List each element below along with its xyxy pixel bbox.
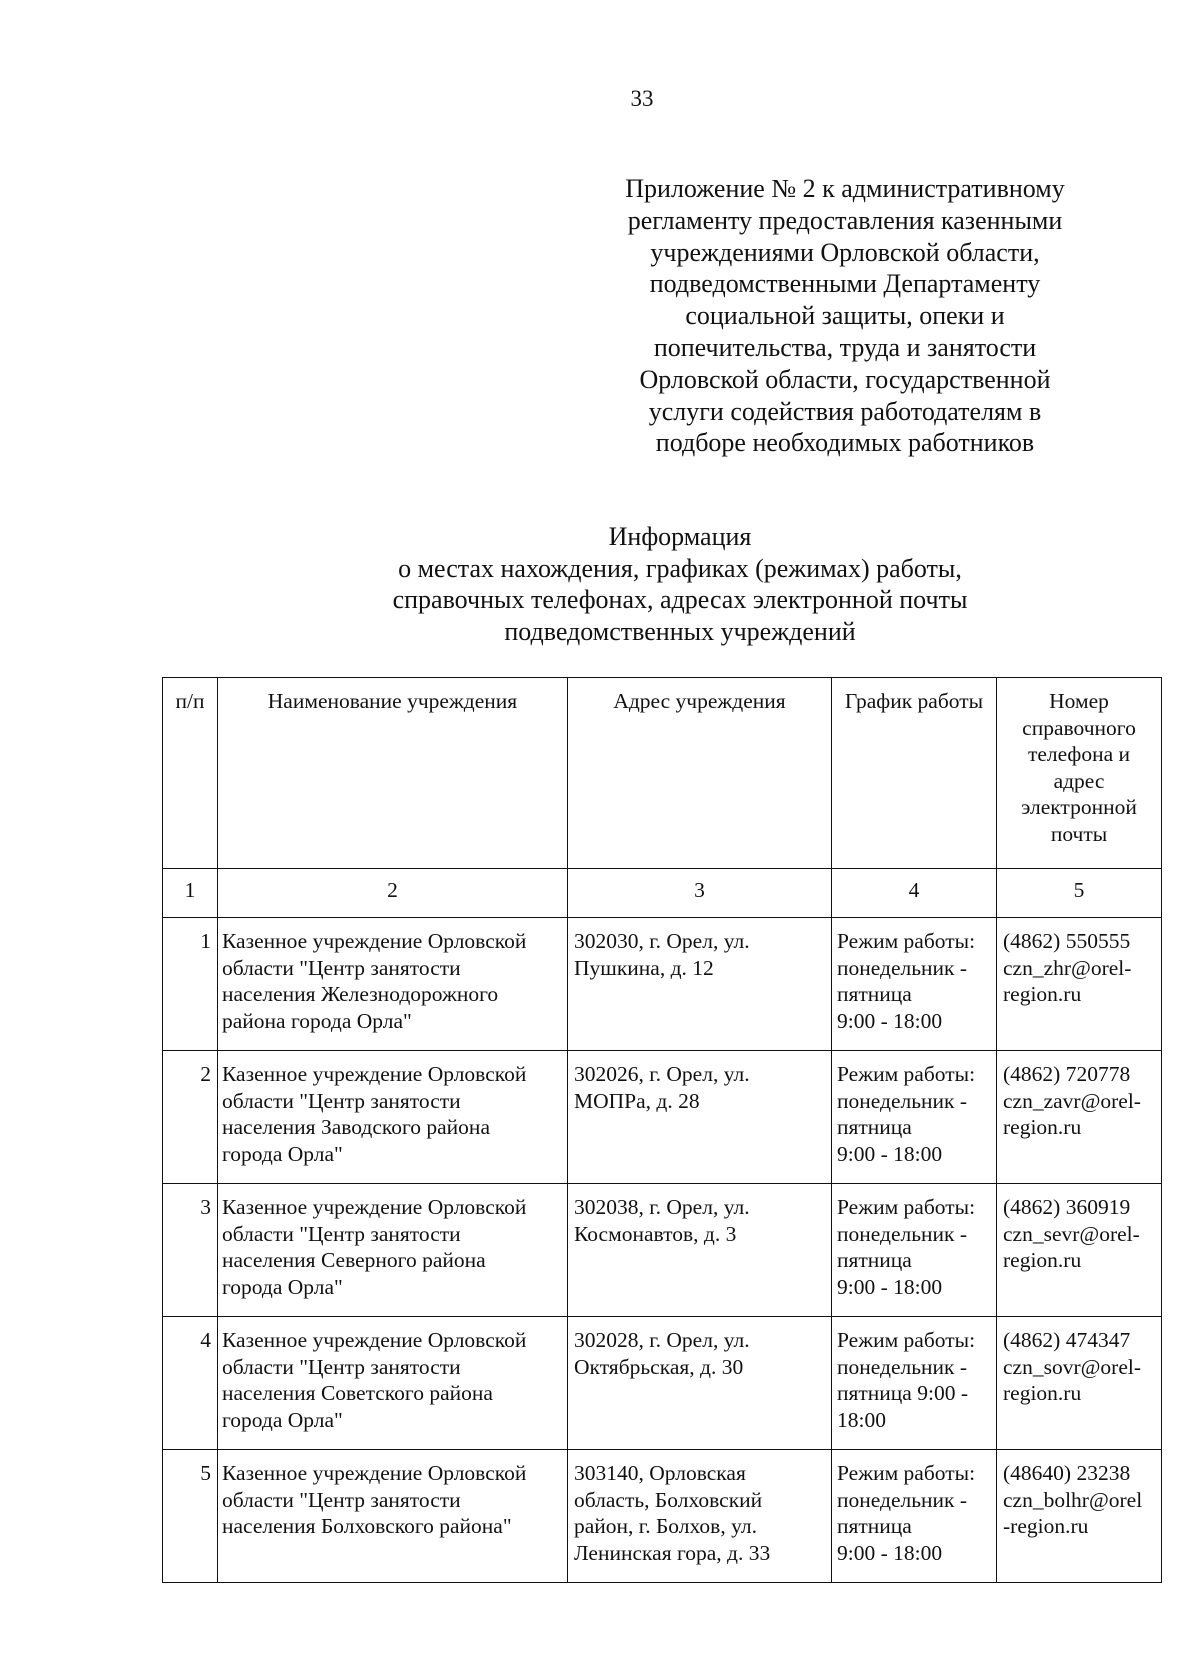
institution-name — [218, 1051, 568, 1184]
appendix-line: подведомственными Департаменту — [649, 269, 1041, 299]
contact-info-line: region.ru — [1003, 1381, 1082, 1405]
page-number: 33 — [630, 86, 654, 111]
institution-address-line: 302026, г. Орел, ул. — [574, 1062, 750, 1086]
row-number: 4 — [163, 1317, 218, 1450]
column-index: 2 — [218, 869, 568, 918]
title-line: справочных телефонах, адресах электронной почты — [392, 585, 968, 614]
column-index-row — [163, 869, 1162, 918]
table-body — [163, 918, 1162, 1583]
table-header-row — [163, 678, 1162, 869]
work-schedule-line: 9:00 - 18:00 — [837, 1274, 943, 1299]
institution-address-line: Ленинская гора, д. 33 — [574, 1540, 771, 1565]
header-num: п/п — [163, 678, 218, 869]
institution-address-line: Космонавтов, д. 3 — [574, 1221, 737, 1246]
institution-address — [568, 1051, 832, 1184]
contact-info-line: (4862) 720778 — [1003, 1062, 1131, 1086]
contact-info-line: czn_sovr@orel- — [1003, 1354, 1141, 1379]
table-row — [163, 1317, 1162, 1450]
work-schedule-line: понедельник - — [837, 1088, 968, 1113]
header-contact-line: электронной — [1021, 795, 1137, 819]
table-row — [163, 918, 1162, 1051]
contact-info-line: czn_zhr@orel- — [1003, 955, 1132, 980]
contact-info-line: (4862) 474347 — [1003, 1328, 1131, 1352]
header-contact-line: справочного — [1022, 715, 1136, 740]
contact-info-line: czn_zavr@orel- — [1003, 1088, 1141, 1113]
work-schedule-line: Режим работы: — [837, 1195, 976, 1219]
work-schedule-line: пятница 9:00 - — [837, 1381, 968, 1405]
institution-name — [218, 1184, 568, 1317]
table-row — [163, 1051, 1162, 1184]
column-index: 5 — [997, 869, 1162, 918]
work-schedule-line: 18:00 — [837, 1407, 886, 1432]
appendix-line: подборе необходимых работников — [655, 428, 1035, 458]
institution-address — [568, 1184, 832, 1317]
contact-info-line: (4862) 550555 — [1003, 929, 1131, 953]
appendix-line: учреждениями Орловской области, — [650, 237, 1040, 267]
institution-name — [218, 1450, 568, 1583]
contact-info-line: region.ru — [1003, 1115, 1082, 1139]
contact-info — [997, 1051, 1162, 1184]
table-row — [163, 1184, 1162, 1317]
contact-info-line: czn_sevr@orel- — [1003, 1221, 1140, 1246]
institution-name-line: Казенное учреждение Орловской — [222, 1062, 527, 1086]
header-contact-line: адрес — [1053, 768, 1105, 793]
institution-address-line: 302038, г. Орел, ул. — [574, 1195, 750, 1219]
title-line: о местах нахождения, графиках (режимах) работы, — [398, 553, 962, 583]
header-address: Адрес учреждения — [568, 678, 832, 869]
row-number: 3 — [163, 1184, 218, 1317]
institution-name-line: населения Болховского района" — [222, 1514, 512, 1538]
appendix-line: Приложение № 2 к административному — [625, 174, 1065, 203]
header-contact-line: Номер — [1049, 689, 1109, 713]
contact-info-line: (4862) 360919 — [1003, 1195, 1131, 1219]
work-schedule-line: понедельник - — [837, 1487, 968, 1512]
work-schedule-line: 9:00 - 18:00 — [837, 1540, 943, 1565]
institution-address — [568, 1317, 832, 1450]
work-schedule-line: пятница — [837, 982, 912, 1006]
institution-name-line: области "Центр занятости — [222, 1487, 461, 1512]
title-line: подведомственных учреждений — [504, 616, 856, 646]
institution-address — [568, 918, 832, 1051]
header-contact-line: телефона и — [1027, 742, 1131, 766]
appendix-line: Орловской области, государственной — [639, 364, 1051, 394]
header-contact-line: почты — [1050, 821, 1108, 846]
institution-name-line: Казенное учреждение Орловской — [222, 929, 527, 953]
contact-info-line: -region.ru — [1003, 1514, 1089, 1538]
contact-info — [997, 918, 1162, 1051]
work-schedule — [832, 918, 997, 1051]
institution-name-line: населения Заводского района — [222, 1115, 490, 1139]
institution-address-line: МОПРа, д. 28 — [574, 1088, 700, 1113]
contact-info — [997, 1317, 1162, 1450]
institution-name-line: Казенное учреждение Орловской — [222, 1195, 527, 1219]
column-index: 4 — [832, 869, 997, 918]
work-schedule — [832, 1051, 997, 1184]
title-line: Информация — [608, 522, 752, 551]
work-schedule-line: пятница — [837, 1248, 912, 1272]
column-index: 3 — [568, 869, 832, 918]
work-schedule-line: 9:00 - 18:00 — [837, 1008, 943, 1033]
appendix-line: услуги содействия работодателям в — [648, 396, 1042, 426]
header-contact — [997, 678, 1162, 869]
row-number: 2 — [163, 1051, 218, 1184]
header-schedule: График работы — [832, 678, 997, 869]
institution-name-line: Казенное учреждение Орловской — [222, 1461, 527, 1485]
work-schedule — [832, 1450, 997, 1583]
work-schedule-line: Режим работы: — [837, 929, 976, 953]
institution-address-line: Октябрьская, д. 30 — [574, 1354, 744, 1379]
institution-address-line: 302028, г. Орел, ул. — [574, 1328, 750, 1352]
contact-info-line: region.ru — [1003, 982, 1082, 1006]
work-schedule-line: пятница — [837, 1514, 912, 1538]
institution-name-line: области "Центр занятости — [222, 955, 461, 980]
institution-name-line: Казенное учреждение Орловской — [222, 1328, 527, 1352]
appendix-note — [605, 173, 1085, 459]
institution-address-line: 302030, г. Орел, ул. — [574, 929, 750, 953]
institution-name-line: области "Центр занятости — [222, 1088, 461, 1113]
work-schedule-line: пятница — [837, 1115, 912, 1139]
work-schedule — [832, 1184, 997, 1317]
work-schedule-line: 9:00 - 18:00 — [837, 1141, 943, 1166]
appendix-line: попечительства, труда и занятости — [653, 332, 1037, 362]
contact-info-line: region.ru — [1003, 1248, 1082, 1272]
work-schedule-line: Режим работы: — [837, 1062, 976, 1086]
work-schedule — [832, 1317, 997, 1450]
table-row — [163, 1450, 1162, 1583]
row-number: 1 — [163, 918, 218, 1051]
institution-address — [568, 1450, 832, 1583]
work-schedule-line: понедельник - — [837, 1354, 968, 1379]
institution-name — [218, 1317, 568, 1450]
contact-info-line: (48640) 23238 — [1003, 1461, 1131, 1485]
appendix-line: социальной защиты, опеки и — [685, 301, 1005, 331]
column-index: 1 — [163, 869, 218, 918]
contact-info — [997, 1450, 1162, 1583]
institution-name-line: города Орла" — [222, 1407, 343, 1432]
institution-name-line: города Орла" — [222, 1274, 343, 1299]
work-schedule-line: Режим работы: — [837, 1461, 976, 1485]
work-schedule-line: понедельник - — [837, 1221, 968, 1246]
institution-name-line: населения Северного района — [222, 1248, 486, 1272]
appendix-line: регламенту предоставления казенными — [627, 205, 1063, 235]
institution-name-line: области "Центр занятости — [222, 1221, 461, 1246]
header-name: Наименование учреждения — [218, 678, 568, 869]
institution-address-line: 303140, Орловская — [574, 1461, 746, 1485]
institution-address-line: область, Болховский — [574, 1487, 763, 1512]
institution-name — [218, 918, 568, 1051]
institution-address-line: район, г. Болхов, ул. — [574, 1514, 757, 1538]
institution-name-line: населения Советского района — [222, 1381, 493, 1405]
institution-name-line: населения Железнодорожного — [222, 982, 499, 1006]
institution-name-line: области "Центр занятости — [222, 1354, 461, 1379]
contact-info-line: czn_bolhr@orel — [1003, 1487, 1143, 1512]
row-number: 5 — [163, 1450, 218, 1583]
institution-name-line: района города Орла" — [222, 1008, 412, 1033]
document-title — [300, 521, 1060, 647]
contact-info — [997, 1184, 1162, 1317]
work-schedule-line: Режим работы: — [837, 1328, 976, 1352]
work-schedule-line: понедельник - — [837, 955, 968, 980]
institution-name-line: города Орла" — [222, 1141, 343, 1166]
institution-address-line: Пушкина, д. 12 — [574, 955, 714, 980]
institutions-table — [162, 677, 1162, 1583]
